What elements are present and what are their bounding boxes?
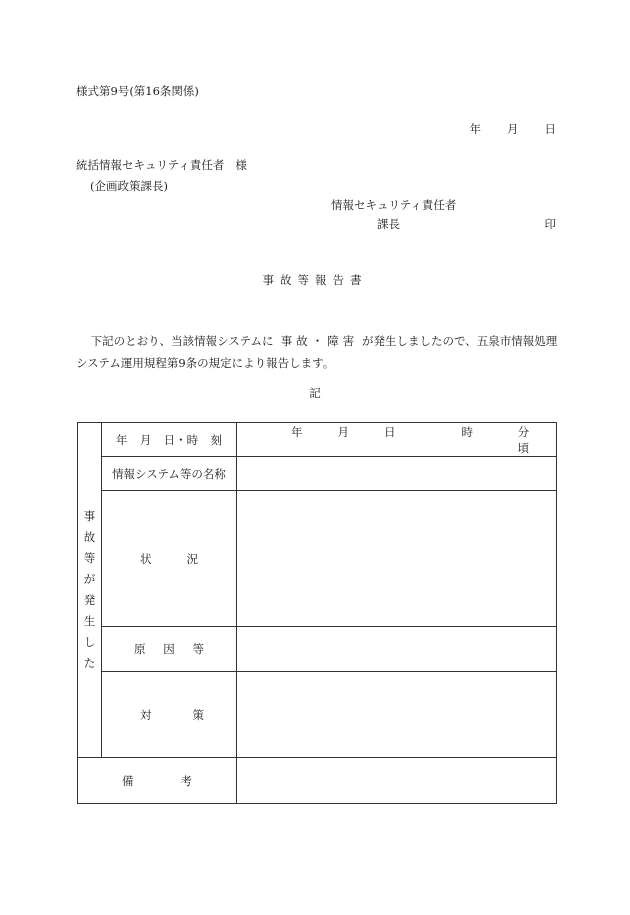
incident-details-table	[77, 422, 557, 804]
datetime-value-part: 日	[383, 424, 396, 439]
status-label	[102, 491, 237, 627]
datetime-value-part: 年	[291, 424, 303, 439]
datetime-label	[102, 423, 237, 457]
table-row-measures	[78, 672, 557, 758]
addressee-honorific: 様	[235, 158, 247, 172]
measures-label-part: 対	[140, 707, 152, 722]
system-name-value[interactable]	[237, 457, 557, 491]
body-prefix: 下記のとおり、当該情報システムに	[90, 334, 274, 348]
datetime-value-part: 時	[461, 424, 473, 439]
datetime-label-part: 刻	[210, 432, 222, 447]
remarks-label-part: 考	[180, 773, 192, 788]
system-name-label: 情報システム等の名称	[102, 457, 237, 491]
sender-title: 情報セキュリティ責任者	[331, 198, 457, 212]
body-suffix: が発生しましたので、五泉市情報処理システム運用規程第9条の規定により報告します。	[76, 334, 558, 370]
datetime-label-part: 年	[116, 432, 128, 447]
side-label-char-part: た	[83, 656, 96, 670]
side-label-char-part: 発	[83, 593, 96, 607]
cause-label-part: 因	[163, 642, 175, 656]
measures-label	[102, 672, 237, 758]
table-row-status	[78, 491, 557, 627]
table-row-datetime	[78, 423, 557, 457]
addressee	[76, 160, 247, 172]
date-year-label: 年	[469, 122, 481, 136]
datetime-label-part: 月	[139, 432, 152, 447]
datetime-value[interactable]	[237, 423, 557, 457]
report-date	[470, 124, 557, 136]
cause-label-part: 等	[192, 642, 204, 656]
addressee-title: 統括情報セキュリティ責任者	[76, 158, 225, 172]
side-label-char-part: し	[83, 635, 96, 649]
date-day-label: 日	[544, 122, 556, 136]
cause-value[interactable]	[237, 627, 557, 672]
seal-mark: 印	[544, 217, 556, 231]
table-row-remarks	[78, 758, 557, 804]
remarks-label	[78, 758, 237, 804]
table-row-system-name	[78, 457, 557, 491]
status-value[interactable]	[237, 491, 557, 627]
body-paragraph	[76, 330, 558, 374]
side-label-char-part: 等	[83, 551, 96, 565]
datetime-value-part: 分頃	[517, 424, 530, 455]
side-label-vertical	[78, 506, 101, 674]
sender-role: 課長	[377, 217, 400, 231]
remarks-value[interactable]	[237, 758, 557, 804]
body-incident-type: 事故・障害	[280, 334, 359, 348]
datetime-label-part: 日・時	[163, 432, 199, 447]
side-label	[78, 423, 102, 758]
ki-heading: 記	[309, 386, 321, 400]
date-month-label: 月	[507, 122, 519, 136]
measures-label-part: 策	[192, 707, 204, 722]
side-label-char-part: 故	[83, 530, 96, 544]
cause-label-part: 原	[134, 642, 146, 656]
remarks-label-part: 備	[122, 773, 134, 788]
status-label-part: 状	[140, 551, 152, 566]
measures-value[interactable]	[237, 672, 557, 758]
addressee-department: (企画政策課長)	[90, 179, 168, 193]
datetime-value-part: 月	[337, 424, 349, 439]
cause-label	[102, 627, 237, 672]
status-label-part: 況	[186, 551, 198, 566]
table-row-cause	[78, 627, 557, 672]
form-number: 様式第9号(第16条関係)	[76, 84, 199, 98]
side-label-char-part: 事	[83, 509, 96, 523]
side-label-char-part: 生	[83, 614, 96, 628]
side-label-char-part: が	[83, 572, 96, 586]
document-title: 事故等報告書	[262, 273, 368, 287]
